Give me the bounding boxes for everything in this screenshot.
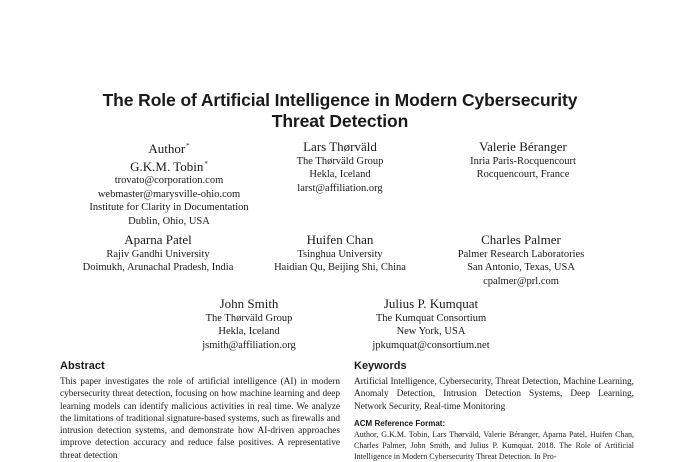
author-footnote-mark: * [204,159,208,168]
author-location: San Antonio, Texas, USA [467,262,575,273]
author-name: G.K.M. Tobin [130,158,204,174]
author-email: jsmith@affiliation.org [202,339,296,351]
author-affiliation: The Thørväld Group [205,312,293,324]
author-affiliation: The Thørväld Group [296,155,384,167]
author-email: jpkumquat@consortium.net [372,339,490,351]
author-affiliation: Rajiv Gandhi University [106,248,210,260]
author-name: John Smith [219,296,279,311]
author-email: trovato@corporation.com [114,175,224,186]
title-line-2: Threat Detection [271,111,409,131]
author-footnote-mark: * [186,142,190,150]
author-location: Haidian Qu, Beijing Shi, China [274,262,406,273]
abstract-section [60,360,340,462]
author-name: Charles Palmer [481,232,561,247]
author-affiliation: Institute for Clarity in Documentation [89,202,249,213]
author-location: Doimukh, Arunachal Pradesh, India [82,262,234,273]
author-location: Rocquencourt, France [476,169,570,180]
author-name: Huifen Chan [306,232,374,247]
author-location: New York, USA [396,326,466,337]
abstract-text: This paper investigates the role of artificial intelligence (AI) in modern cybersecurity threat detection, focusing on how machine learning and deep learning models can identify malicious activities in real time. We analyze the limitations of traditional signature-based systems, such as firewalls and intrusion detection systems, and demonstrate how AI-driven approaches improve detection accuracy and reduce false positives. A representative threat detection [60,377,340,461]
author-location: Dublin, Ohio, USA [128,215,210,227]
author-affiliation: Palmer Research Laboratories [457,248,585,260]
keywords-heading: Keywords [354,360,407,372]
author-location: Hekla, Iceland [309,169,371,180]
author-name: Aparna Patel [124,232,192,247]
author-name: Author [148,141,186,156]
acm-reference-heading: ACM Reference Format: [354,418,446,428]
keywords-section [354,360,634,462]
author-affiliation: Tsinghua University [297,248,383,260]
author-email: larst@affiliation.org [297,182,383,194]
author-name: Lars Thørväld [303,139,377,154]
author-location: Hekla, Iceland [218,326,280,337]
title-line-1: The Role of Artificial Intelligence in Modern Cybersecurity [102,90,578,110]
author-block-8 [321,296,541,352]
keywords-text: Artificial Intelligence, Cybersecurity, Threat Detection, Machine Learning, Anomaly Detection, Intrusion Detection Systems, Deep Learning, Network Security, Real-time Monitoring [354,377,634,412]
author-affiliation: Inria Paris-Rocquencourt [470,155,576,167]
author-name: Valerie Béranger [479,139,567,154]
author-affiliation: The Kumquat Consortium [375,312,487,324]
author-name: Julius P. Kumquat [383,296,479,311]
author-email: cpalmer@prl.com [483,275,559,287]
abstract-heading: Abstract [60,360,105,372]
author-block-3 [413,139,633,182]
acm-reference-text: Author, G.K.M. Tobin, Lars Thørväld, Valerie Béranger, Aparna Patel, Huifen Chan, Charles Palmer, John Smith, and Julius P. Kumquat. 2018. The Role of Artificial Intelligence in Modern Cybersecurity Threat Detection. In Pro- [354,429,634,461]
paper-title [40,90,640,132]
author-block-6 [411,232,631,288]
author-email: webmaster@marysville-ohio.com [97,188,241,200]
